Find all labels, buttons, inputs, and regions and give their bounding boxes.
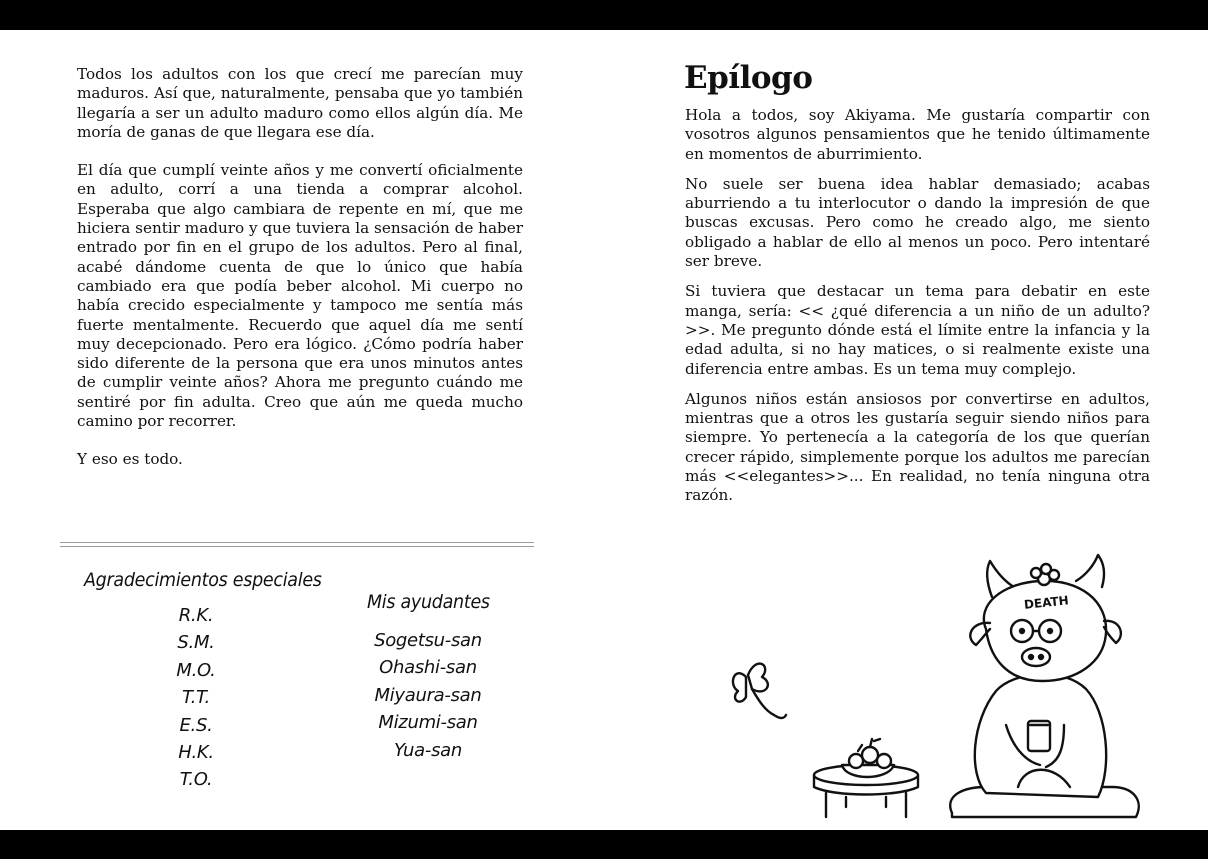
illustration-pig-character <box>724 525 1164 830</box>
list-item: Sogetsu-san <box>374 630 482 651</box>
list-item: T.O. <box>179 769 213 791</box>
right-page <box>604 30 1208 830</box>
thanks-title: Agradecimientos especiales <box>84 569 322 591</box>
cap-text: DEATH <box>1023 593 1070 612</box>
paragraph: Todos los adultos con los que crecí me parecían muy maduros. Así que, naturalmente, pensaba que yo también llegaría a ser un adulto maduro como ellos algún día. Me moría de ganas de que llegara ese día. <box>77 65 523 141</box>
pig-body <box>975 674 1106 797</box>
list-item: H.K. <box>178 741 214 763</box>
paragraph: Algunos niños están ansiosos por convertirse en adultos, mientras que a otros les gustaría seguir siendo niños para siempre. Yo pertenecía a la categoría de los que querían crecer rápido, simplemente porque los adultos me parecían más <<elegantes>>... En realidad, no tenía ninguna otra razón. <box>685 389 1150 505</box>
left-page <box>0 30 604 830</box>
list-item: M.O. <box>176 659 216 681</box>
paragraph: No suele ser buena idea hablar demasiado; acabas aburriendo a tu interlocutor o dando la impresión de que buscas excusas. Pero como he creado algo, me siento obligado a hablar de ello al menos un poco. Pero intentaré ser breve. <box>685 174 1150 271</box>
butterfly-icon <box>733 664 786 718</box>
helpers-title: Mis ayudantes <box>367 591 490 613</box>
page-title: Epílogo <box>684 60 813 96</box>
section-divider <box>60 546 534 547</box>
list-item: Ohashi-san <box>379 657 477 679</box>
list-item: T.T. <box>182 687 210 709</box>
right-body-text <box>685 106 1150 517</box>
list-item: S.M. <box>177 632 215 654</box>
helpers-list <box>360 627 496 764</box>
paragraph: El día que cumplí veinte años y me convertí oficialmente en adulto, corrí a una tienda a comprar alcohol. Esperaba que algo cambiara de repente en mí, que me hiciera sentir maduro y que tuviera la sensación de haber entrado por fin en el grupo de los adultos. Pero al final, acabé dándome cuenta de que lo único que había cambiado era que podía beber alcohol. Mi cuerpo no había crecido especialmente y tampoco me sentía más fuerte mentalmente. Recuerdo que aquel día me sentí muy decepcionado. Pero era lógico. ¿Cómo podría haber sido diferente de la persona que era unos minutos antes de cumplir veinte años? Ahora me pregunto cuándo me sentiré por fin adulta. Creo que aún me queda mucho camino por recorrer. <box>77 161 523 431</box>
list-item: Yua-san <box>394 739 462 761</box>
list-item: Mizumi-san <box>378 712 478 734</box>
list-item: E.S. <box>179 714 213 736</box>
paragraph: Si tuviera que destacar un tema para debatir en este manga, sería: << ¿qué diferencia a un niño de un adulto? >>. Me pregunto dónde está el límite entre la infancia y la edad adulta, si no hay matices, o si realmente existe una diferencia entre ambas. Es un tema muy complejo. <box>685 282 1150 378</box>
thanks-list <box>154 602 238 794</box>
list-item: R.K. <box>178 605 214 626</box>
paragraph: Y eso es todo. <box>77 450 183 469</box>
paragraph: Hola a todos, soy Akiyama. Me gustaría compartir con vosotros algunos pensamientos que he tenido últimamente en momentos de aburrimiento. <box>685 106 1150 163</box>
list-item: Miyaura-san <box>374 684 482 706</box>
left-body-text <box>77 65 523 489</box>
fruit-bowl <box>842 739 894 777</box>
section-divider <box>60 542 534 543</box>
